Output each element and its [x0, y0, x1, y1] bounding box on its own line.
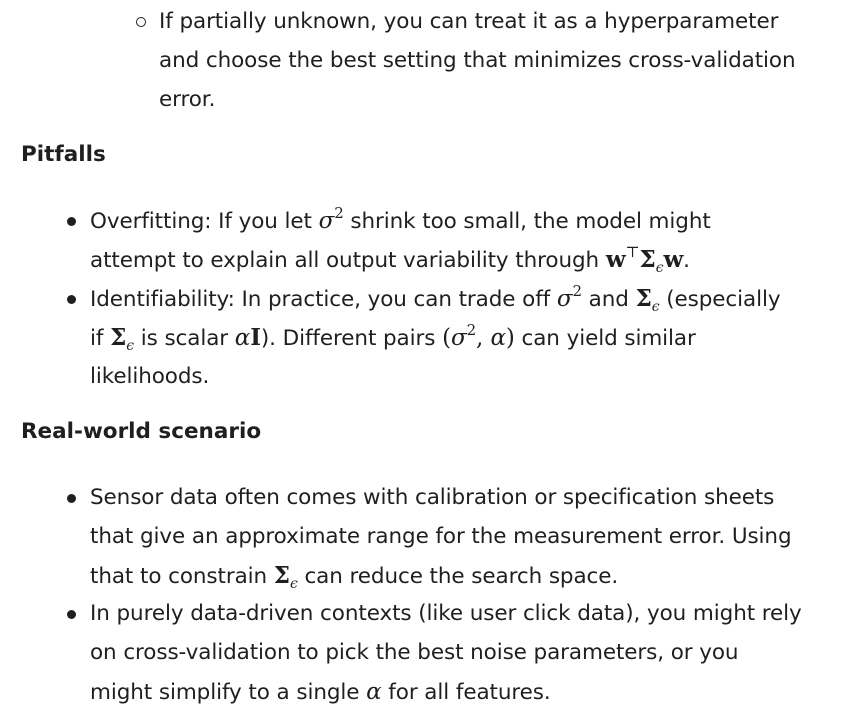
sub-bullet-line-2: and choose the best setting that minimizes cross-validation [159, 48, 796, 73]
scenario-1-line-1: Sensor data often comes with calibration or specification sheets [90, 485, 775, 510]
scenario-2-line-2: on cross-validation to pick the best noise parameters, or you [90, 640, 739, 665]
pitfall-2-line-2: if $\Sigma_\epsilon$ is scalar αI). Different pairs ($\sigma^2$, α) can yield similar [90, 321, 696, 354]
pitfall-1-line-1: Overfitting: If you let $\sigma^2$ shrink too small, the model might [90, 204, 711, 234]
pitfall-bullet-2 [67, 295, 76, 304]
pitfall-2-line-1: Identifiability: In practice, you can trade off $\sigma^2$ and $\Sigma_\epsilon$ (especially [90, 282, 781, 315]
scenario-bullet-1 [67, 494, 76, 503]
pitfalls-heading: Pitfalls [21, 142, 106, 167]
scenario-heading: Real-world scenario [21, 419, 262, 444]
scenario-1-line-2: that give an approximate range for the measurement error. Using [90, 524, 792, 549]
pitfall-2-line-3: likelihoods. [90, 364, 210, 389]
scenario-2-line-3: might simplify to a single α for all features. [90, 679, 551, 705]
pitfall-1-line-2: attempt to explain all output variability through $w^⊤\Sigma_\epsilon w$. [90, 243, 690, 276]
math-sigma: σ [318, 208, 335, 234]
sub-bullet-line-1: If partially unknown, you can treat it as a hyperparameter [159, 9, 779, 34]
scenario-bullet-2 [67, 610, 76, 619]
scenario-2-line-1: In purely data-driven contexts (like user click data), you might rely [90, 601, 802, 626]
sub-bullet-marker [136, 17, 146, 27]
scenario-1-line-3: that to constrain $\Sigma_\epsilon$ can reduce the search space. [90, 562, 619, 592]
sub-bullet-line-3: error. [159, 87, 216, 112]
pitfall-bullet-1 [67, 217, 76, 226]
